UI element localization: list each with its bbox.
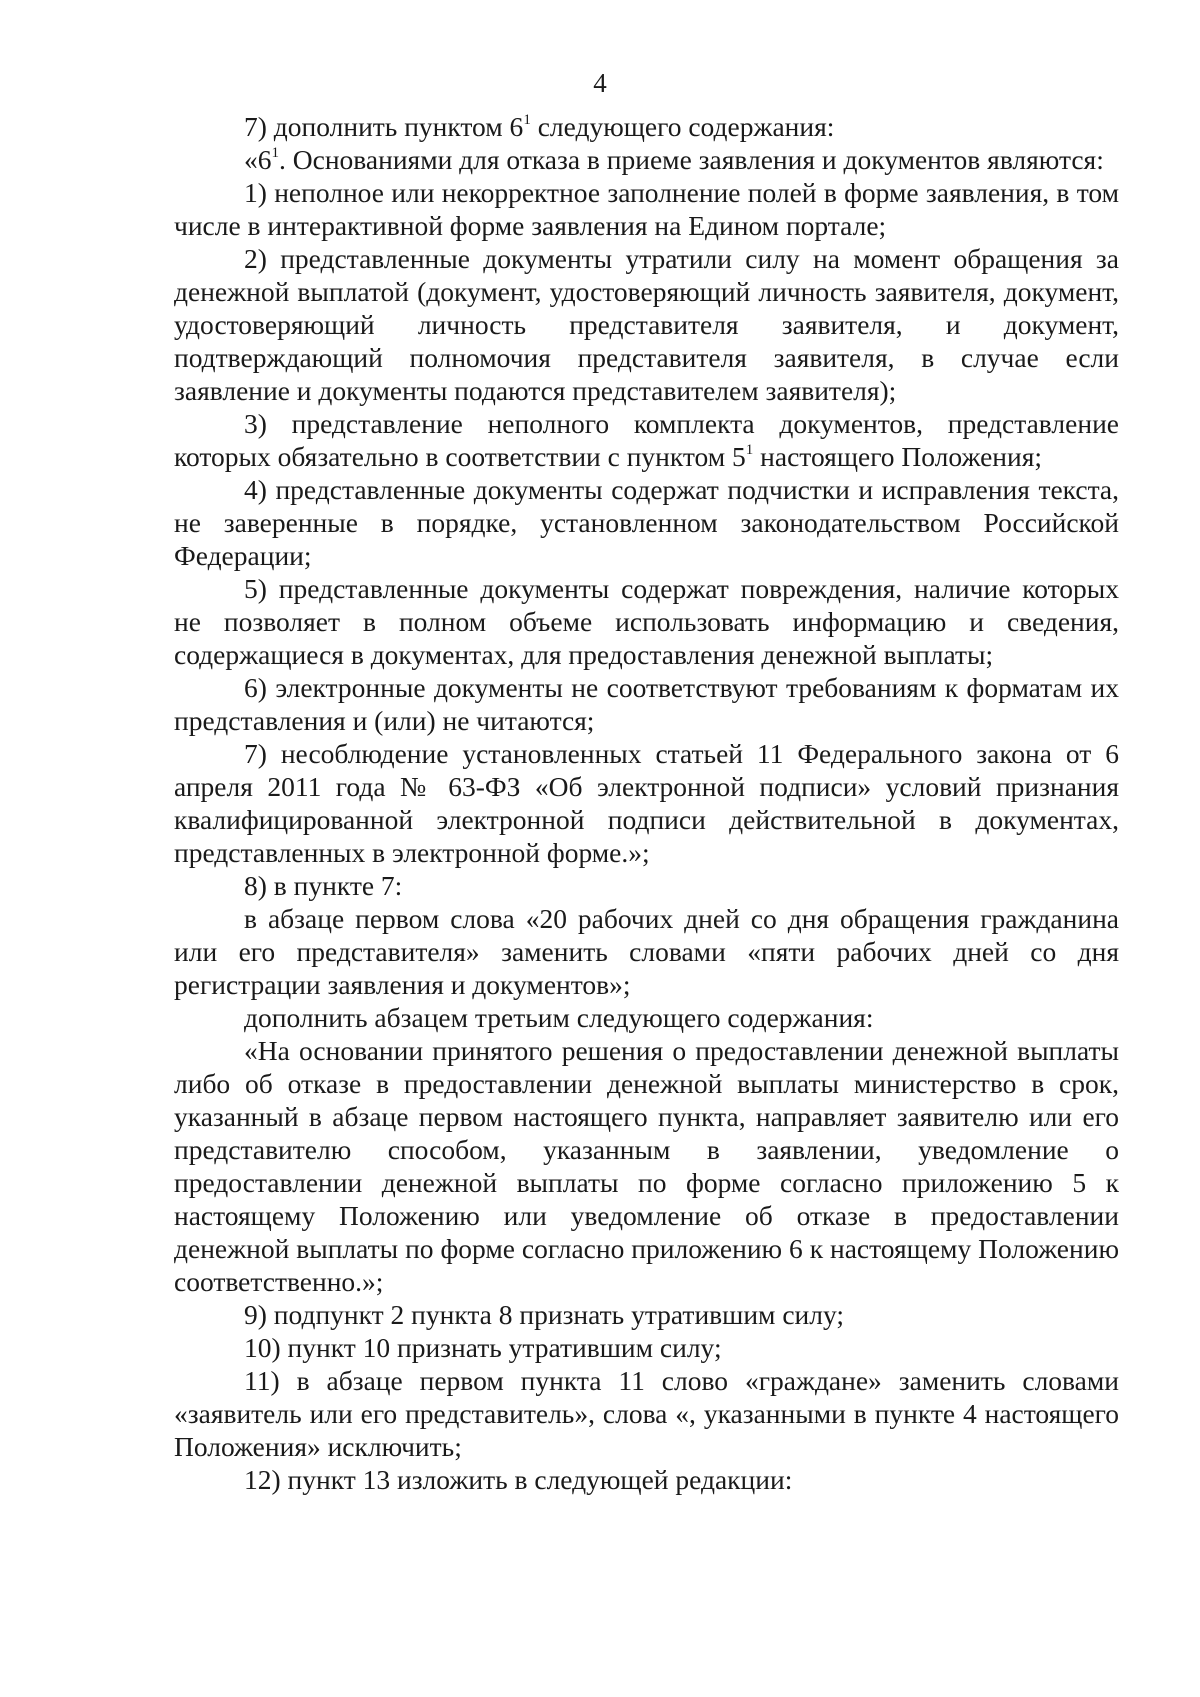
superscript: 1 <box>271 144 279 161</box>
paragraph-text: в абзаце первом слова «20 рабочих дней со дня обращения гражданина или его представителя» заменить словами «пяти рабочих дней со дня регистрации заявления и документов»; <box>174 903 1119 1000</box>
paragraph-text: . Основаниями для отказа в приеме заявления и документов являются: <box>279 144 1104 175</box>
paragraph <box>174 737 1119 869</box>
paragraph-text: 3) представление неполного комплекта документов, представление которых обязательно в соответствии с пунктом 5 <box>174 408 1119 472</box>
paragraph-text: 4) представленные документы содержат подчистки и исправления текста, не заверенные в порядке, установленном законодательством Российской Федерации; <box>174 474 1119 571</box>
paragraph-text: 11) в абзаце первом пункта 11 слово «граждане» заменить словами «заявитель или его представитель», слова «, указанными в пункте 4 настоящего Положения» исключить; <box>174 1365 1119 1462</box>
paragraph <box>174 671 1119 737</box>
paragraph <box>174 1331 1119 1364</box>
paragraph <box>174 572 1119 671</box>
paragraph-text: дополнить абзацем третьим следующего содержания: <box>244 1002 874 1033</box>
superscript: 1 <box>523 111 531 128</box>
paragraph <box>174 1001 1119 1034</box>
page-number: 4 <box>593 68 607 98</box>
paragraph <box>174 473 1119 572</box>
paragraph-text: 7) дополнить пунктом 6 <box>244 111 524 142</box>
paragraph-text: 1) неполное или некорректное заполнение полей в форме заявления, в том числе в интерактивной форме заявления на Едином портале; <box>174 177 1119 241</box>
paragraph <box>174 1463 1119 1496</box>
superscript: 1 <box>745 441 754 458</box>
paragraph-text: следующего содержания: <box>530 111 835 142</box>
paragraph <box>174 242 1119 407</box>
paragraph-text: 8) в пункте 7: <box>244 870 403 901</box>
paragraph-text: 5) представленные документы содержат повреждения, наличие которых не позволяет в полном объеме использовать информацию и сведения, содержащиеся в документах, для предоставления денежной выплаты; <box>174 573 1119 670</box>
paragraph <box>174 143 1119 176</box>
document-body <box>174 110 1119 1496</box>
paragraph <box>174 1364 1119 1463</box>
paragraph <box>174 1034 1119 1298</box>
paragraph <box>174 110 1119 143</box>
paragraph-text: «6 <box>244 144 272 175</box>
paragraph-text: 6) электронные документы не соответствуют требованиям к форматам их представления и (или) не читаются; <box>174 672 1119 736</box>
paragraph <box>174 902 1119 1001</box>
paragraph-text: 7) несоблюдение установленных статьей 11 Федерального закона от 6 апреля 2011 года № 63-ФЗ «Об электронной подписи» условий признания квалифицированной электронной подписи действительной в документах, представленных в электронной форме.»; <box>174 738 1119 868</box>
paragraph <box>174 869 1119 902</box>
paragraph-text: 10) пункт 10 признать утратившим силу; <box>244 1332 722 1363</box>
paragraph-text: 9) подпункт 2 пункта 8 признать утратившим силу; <box>244 1299 844 1330</box>
paragraph-text: настоящего Положения; <box>753 441 1043 472</box>
paragraph-text: 12) пункт 13 изложить в следующей редакции: <box>244 1464 793 1495</box>
paragraph-text: «На основании принятого решения о предоставлении денежной выплаты либо об отказе в предоставлении денежной выплаты министерство в срок, указанный в абзаце первом настоящего пункта, направляет заявителю или его представителю способом, указанным в заявлении, уведомление о предоставлении денежной выплаты по форме согласно приложению 5 к настоящему Положению или уведомление об отказе в предоставлении денежной выплаты по форме согласно приложению 6 к настоящему Положению соответственно.»; <box>174 1035 1119 1297</box>
paragraph <box>174 1298 1119 1331</box>
paragraph-text: 2) представленные документы утратили силу на момент обращения за денежной выплатой (документ, удостоверяющий личность заявителя, документ, удостоверяющий личность представителя заявителя, и документ, подтверждающий полномочия представителя заявителя, в случае если заявление и документы подаются представителем заявителя); <box>174 243 1119 406</box>
paragraph <box>174 176 1119 242</box>
paragraph <box>174 407 1119 473</box>
